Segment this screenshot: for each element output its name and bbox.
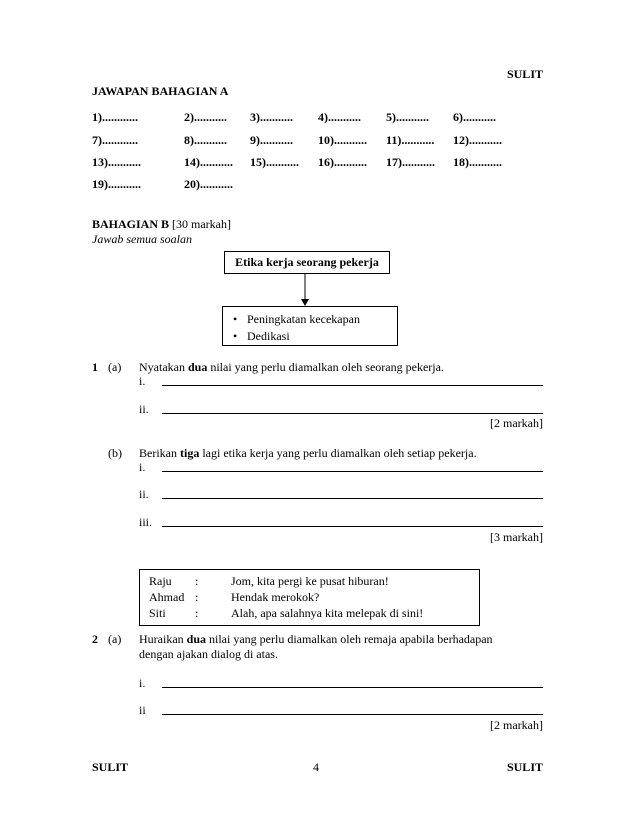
diagram-point: • Peningkatan kecekapan <box>229 311 397 328</box>
q1b-answer-line-3[interactable] <box>162 526 543 527</box>
footer-sulit-right: SULIT <box>506 760 543 774</box>
header-sulit: SULIT <box>506 67 543 81</box>
q2a-label: (a) <box>108 632 122 646</box>
section-b-heading <box>92 217 231 232</box>
q2a-item-label: i. <box>139 676 146 690</box>
q1-number: 1 <box>92 360 98 374</box>
dialog-separator: : <box>195 606 199 620</box>
dialog-speaker: Siti <box>149 606 166 620</box>
answer-slot[interactable]: 11)........... <box>386 133 435 147</box>
q1a-text-post: nilai yang perlu diamalkan oleh seorang pekerja. <box>207 360 444 374</box>
q2a-answer-line-1[interactable] <box>162 687 543 688</box>
q1b-question <box>139 446 477 461</box>
section-b-instruction: Jawab semua soalan <box>92 232 192 246</box>
q1a-question <box>139 360 444 375</box>
section-b-marks: [30 markah] <box>172 217 231 231</box>
answer-slot[interactable]: 8)........... <box>184 133 227 147</box>
answer-slot[interactable]: 5)........... <box>386 110 429 124</box>
q2a-text-post: nilai yang perlu diamalkan oleh remaja apabila berhadapan <box>206 632 493 646</box>
q1b-label: (b) <box>108 446 122 460</box>
q1a-text-bold: dua <box>187 360 208 374</box>
q1b-answer-line-2[interactable] <box>162 498 543 499</box>
answer-slot[interactable]: 6)........... <box>453 110 496 124</box>
dialog-line: Hendak merokok? <box>231 590 320 604</box>
q2a-marks: [2 markah] <box>490 718 543 732</box>
q1a-text-pre: Nyatakan <box>139 360 188 374</box>
diagram-point: • Dedikasi <box>229 328 397 345</box>
dialog-separator: : <box>195 574 199 588</box>
q1b-text-pre: Berikan <box>139 446 180 460</box>
answer-slot[interactable]: 3)........... <box>250 110 293 124</box>
answer-slot[interactable]: 7)............ <box>92 133 138 147</box>
section-b-title: BAHAGIAN B <box>92 217 170 231</box>
q1a-answer-line-2[interactable] <box>162 413 543 414</box>
q1a-item-label: i. <box>139 374 146 388</box>
q1a-answer-line-1[interactable] <box>162 385 543 386</box>
q2a-question <box>139 632 493 647</box>
answer-slot[interactable]: 9)........... <box>250 133 293 147</box>
answer-slot[interactable]: 15)........... <box>250 155 299 169</box>
dialog-box <box>139 569 480 626</box>
answer-slot[interactable]: 19)........... <box>92 177 141 191</box>
answer-slot[interactable]: 12)........... <box>453 133 502 147</box>
diagram-arrow-icon <box>300 274 310 306</box>
q2a-item-label: ii <box>139 703 146 717</box>
q1b-item-label: ii. <box>139 487 149 501</box>
dialog-speaker: Raju <box>149 574 172 588</box>
q2a-question-line2: dengan ajakan dialog di atas. <box>139 647 278 661</box>
diagram-points-box <box>222 306 398 346</box>
q1b-item-label: i. <box>139 460 146 474</box>
answer-slot[interactable]: 13)........... <box>92 155 141 169</box>
answer-slot[interactable]: 18)........... <box>453 155 502 169</box>
q1b-text-post: lagi etika kerja yang perlu diamalkan oleh setiap pekerja. <box>199 446 477 460</box>
q1a-marks: [2 markah] <box>490 416 543 430</box>
q1a-label: (a) <box>108 360 122 374</box>
q1b-text-bold: tiga <box>180 446 200 460</box>
answer-slot[interactable]: 20)........... <box>184 177 233 191</box>
q2a-text-pre: Huraikan <box>139 632 187 646</box>
q1b-answer-line-1[interactable] <box>162 471 543 472</box>
answer-slot[interactable]: 2)........... <box>184 110 227 124</box>
diagram-title: Etika kerja seorang pekerja <box>235 255 379 269</box>
answer-slot[interactable]: 16)........... <box>318 155 367 169</box>
dialog-line: Jom, kita pergi ke pusat hiburan! <box>231 574 389 588</box>
answer-slot[interactable]: 17)........... <box>386 155 435 169</box>
section-a-title: JAWAPAN BAHAGIAN A <box>92 84 229 98</box>
footer-sulit-left: SULIT <box>92 760 129 774</box>
page-number: 4 <box>313 760 319 774</box>
q1b-marks: [3 markah] <box>490 530 543 544</box>
dialog-speaker: Ahmad <box>149 590 185 604</box>
answer-slot[interactable]: 10)........... <box>318 133 367 147</box>
q2a-answer-line-2[interactable] <box>162 714 543 715</box>
answer-slot[interactable]: 14)........... <box>184 155 233 169</box>
q2-number: 2 <box>92 632 98 646</box>
dialog-separator: : <box>195 590 199 604</box>
q1a-item-label: ii. <box>139 402 149 416</box>
q1b-item-label: iii. <box>139 515 153 529</box>
diagram-title-box <box>224 251 390 274</box>
answer-slot[interactable]: 4)........... <box>318 110 361 124</box>
answer-slot[interactable]: 1)............ <box>92 110 138 124</box>
q2a-text-bold: dua <box>186 632 207 646</box>
dialog-line: Alah, apa salahnya kita melepak di sini! <box>231 606 424 620</box>
